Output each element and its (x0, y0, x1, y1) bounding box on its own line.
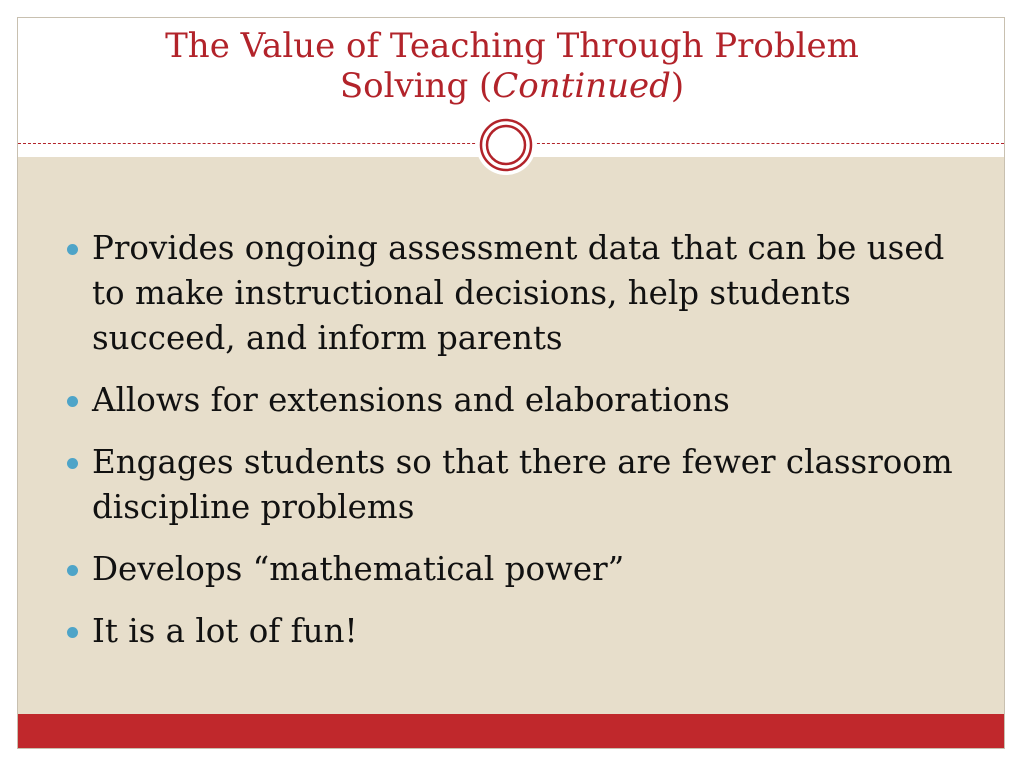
bullet-text: Develops “mathematical power” (92, 550, 625, 588)
bullet-list (62, 226, 962, 671)
bullet-dot-icon (67, 627, 78, 638)
bullet-text: It is a lot of fun! (92, 612, 358, 650)
title-line-2-suffix: ) (670, 66, 685, 106)
double-circle-ornament-icon (474, 113, 538, 177)
bullet-item (62, 609, 962, 654)
bullet-dot-icon (67, 396, 78, 407)
bottom-accent-bar (18, 714, 1004, 748)
title-line-2-prefix: Solving ( (339, 66, 493, 106)
bullet-item (62, 440, 962, 530)
title-line-1: The Value of Teaching Through Problem (165, 26, 859, 66)
bullet-text: Provides ongoing assessment data that can be used to make instructional decisions, help students succeed, and inform parents (92, 229, 945, 357)
bullet-text: Allows for extensions and elaborations (92, 381, 730, 419)
bullet-item (62, 547, 962, 592)
bullet-item (62, 378, 962, 423)
bullet-dot-icon (67, 458, 78, 469)
bullet-item (62, 226, 962, 361)
bullet-dot-icon (67, 565, 78, 576)
title-line-2-italic: Continued (492, 66, 671, 106)
title-line-2 (20, 66, 1004, 106)
bullet-text: Engages students so that there are fewer classroom discipline problems (92, 443, 953, 526)
bullet-dot-icon (67, 244, 78, 255)
slide-title (20, 26, 1004, 106)
